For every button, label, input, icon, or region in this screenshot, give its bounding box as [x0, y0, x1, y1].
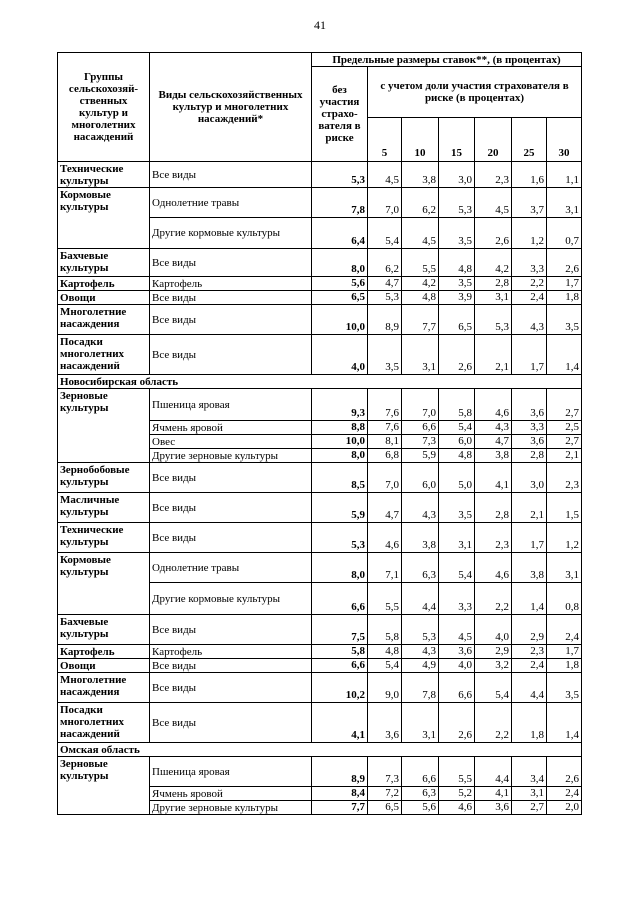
rate-with-share: 4,6 [368, 523, 402, 553]
header-share: 20 [475, 118, 512, 162]
rate-with-share: 3,2 [475, 659, 512, 673]
header-groups: Группы сельскохозяй-ственных культур и многолетних насаждений [58, 53, 150, 162]
rate-without-participation: 7,5 [312, 615, 368, 645]
rate-with-share: 6,6 [402, 421, 439, 435]
crop-kind: Другие зерновые культуры [150, 801, 312, 815]
rate-with-share: 3,5 [547, 673, 582, 703]
rate-with-share: 3,5 [439, 277, 475, 291]
rate-with-share: 3,3 [439, 583, 475, 615]
rate-with-share: 2,2 [475, 583, 512, 615]
rate-with-share: 7,6 [368, 421, 402, 435]
rate-with-share: 5,6 [402, 801, 439, 815]
rate-with-share: 7,2 [368, 787, 402, 801]
crop-group: Зерновые культуры [58, 389, 150, 463]
rate-with-share: 5,4 [439, 421, 475, 435]
region-row [58, 743, 582, 757]
rate-with-share: 4,0 [475, 615, 512, 645]
crop-group: Овощи [58, 291, 150, 305]
rate-without-participation: 4,1 [312, 703, 368, 743]
rate-with-share: 1,1 [547, 162, 582, 188]
rate-with-share: 3,1 [512, 787, 547, 801]
rate-without-participation: 8,0 [312, 249, 368, 277]
rate-with-share: 1,8 [512, 703, 547, 743]
rate-with-share: 7,6 [368, 389, 402, 421]
crop-kind: Все виды [150, 162, 312, 188]
rate-with-share: 2,6 [439, 703, 475, 743]
rate-with-share: 9,0 [368, 673, 402, 703]
rate-with-share: 4,7 [368, 493, 402, 523]
page-number: 41 [314, 18, 326, 32]
rate-with-share: 3,6 [475, 801, 512, 815]
crop-group: Посадки многолетних насаждений [58, 335, 150, 375]
rate-with-share: 1,7 [547, 645, 582, 659]
crop-kind: Все виды [150, 659, 312, 673]
rate-with-share: 5,5 [402, 249, 439, 277]
rate-with-share: 6,8 [368, 449, 402, 463]
table-row [58, 615, 582, 645]
crop-group: Картофель [58, 277, 150, 291]
table-row [58, 277, 582, 291]
crop-kind: Другие зерновые культуры [150, 449, 312, 463]
header-share: 30 [547, 118, 582, 162]
crop-kind: Все виды [150, 673, 312, 703]
rate-with-share: 2,0 [547, 801, 582, 815]
rate-with-share: 4,8 [368, 645, 402, 659]
rate-with-share: 1,4 [547, 335, 582, 375]
rate-without-participation: 8,0 [312, 553, 368, 583]
rate-with-share: 1,6 [512, 162, 547, 188]
table-row [58, 673, 582, 703]
rate-with-share: 7,3 [402, 435, 439, 449]
rate-with-share: 2,3 [512, 645, 547, 659]
rate-with-share: 2,6 [547, 249, 582, 277]
rate-with-share: 1,2 [512, 218, 547, 249]
rate-with-share: 3,1 [402, 335, 439, 375]
rate-with-share: 4,7 [475, 435, 512, 449]
rate-with-share: 7,1 [368, 553, 402, 583]
crop-group: Кормовые культуры [58, 188, 150, 249]
crop-kind: Все виды [150, 523, 312, 553]
rate-with-share: 0,8 [547, 583, 582, 615]
table-row [58, 659, 582, 673]
table-row [58, 335, 582, 375]
rate-with-share: 3,0 [439, 162, 475, 188]
rate-with-share: 6,2 [402, 188, 439, 218]
rate-with-share: 3,1 [547, 553, 582, 583]
rate-with-share: 7,0 [368, 188, 402, 218]
rate-with-share: 5,4 [368, 659, 402, 673]
rate-without-participation: 8,9 [312, 757, 368, 787]
rate-with-share: 3,5 [368, 335, 402, 375]
rate-with-share: 3,5 [439, 218, 475, 249]
table-row [58, 645, 582, 659]
rate-with-share: 0,7 [547, 218, 582, 249]
rate-with-share: 1,4 [547, 703, 582, 743]
crop-kind: Все виды [150, 291, 312, 305]
rate-without-participation: 8,4 [312, 787, 368, 801]
crop-group: Кормовые культуры [58, 553, 150, 615]
rate-with-share: 4,0 [439, 659, 475, 673]
rate-with-share: 3,1 [402, 703, 439, 743]
rate-with-share: 6,5 [439, 305, 475, 335]
rate-with-share: 2,3 [475, 162, 512, 188]
rate-with-share: 2,5 [547, 421, 582, 435]
table-row [58, 703, 582, 743]
rate-with-share: 8,1 [368, 435, 402, 449]
rate-with-share: 4,3 [512, 305, 547, 335]
crop-kind: Все виды [150, 335, 312, 375]
rate-with-share: 3,6 [512, 435, 547, 449]
rate-with-share: 2,7 [547, 389, 582, 421]
rate-with-share: 6,3 [402, 553, 439, 583]
rate-with-share: 7,8 [402, 673, 439, 703]
rate-with-share: 3,8 [512, 553, 547, 583]
rate-with-share: 2,6 [547, 757, 582, 787]
rate-with-share: 2,1 [475, 335, 512, 375]
table-row [58, 249, 582, 277]
rate-with-share: 1,5 [547, 493, 582, 523]
rate-with-share: 4,6 [475, 389, 512, 421]
rate-without-participation: 4,0 [312, 335, 368, 375]
rate-with-share: 6,0 [439, 435, 475, 449]
rate-with-share: 4,2 [402, 277, 439, 291]
rate-with-share: 5,5 [368, 583, 402, 615]
header-max-rates: Предельные размеры ставок**, (в процентах) [312, 53, 582, 67]
rate-with-share: 4,5 [402, 218, 439, 249]
rate-with-share: 3,8 [402, 523, 439, 553]
rate-without-participation: 8,0 [312, 449, 368, 463]
rate-with-share: 2,2 [512, 277, 547, 291]
rate-with-share: 5,3 [402, 615, 439, 645]
rate-with-share: 6,6 [402, 757, 439, 787]
rate-without-participation: 6,5 [312, 291, 368, 305]
table-row [58, 553, 582, 583]
rate-with-share: 5,8 [439, 389, 475, 421]
rate-with-share: 7,7 [402, 305, 439, 335]
rate-with-share: 6,2 [368, 249, 402, 277]
rate-with-share: 3,1 [475, 291, 512, 305]
rate-with-share: 5,4 [439, 553, 475, 583]
rate-without-participation: 5,8 [312, 645, 368, 659]
rate-with-share: 3,6 [439, 645, 475, 659]
rate-with-share: 4,5 [368, 162, 402, 188]
region-name: Омская область [58, 743, 582, 757]
rate-without-participation: 8,5 [312, 463, 368, 493]
rate-with-share: 5,0 [439, 463, 475, 493]
table-row [58, 291, 582, 305]
rate-with-share: 3,5 [439, 493, 475, 523]
table-row [58, 305, 582, 335]
rate-with-share: 2,2 [475, 703, 512, 743]
crop-kind: Все виды [150, 305, 312, 335]
rate-with-share: 2,9 [512, 615, 547, 645]
rate-with-share: 2,4 [547, 615, 582, 645]
rate-with-share: 3,3 [512, 421, 547, 435]
rate-with-share: 4,4 [402, 583, 439, 615]
crop-kind: Ячмень яровой [150, 421, 312, 435]
header-share: 15 [439, 118, 475, 162]
rate-without-participation: 5,3 [312, 162, 368, 188]
rate-with-share: 4,8 [439, 449, 475, 463]
header-share: 5 [368, 118, 402, 162]
rate-without-participation: 6,4 [312, 218, 368, 249]
crop-group: Масличные культуры [58, 493, 150, 523]
crop-group: Зерновые культуры [58, 757, 150, 815]
rate-with-share: 3,6 [512, 389, 547, 421]
rate-with-share: 2,1 [512, 493, 547, 523]
crop-kind: Все виды [150, 493, 312, 523]
crop-kind: Пшеница яровая [150, 757, 312, 787]
header-share: 25 [512, 118, 547, 162]
rate-with-share: 2,8 [475, 277, 512, 291]
rate-with-share: 7,3 [368, 757, 402, 787]
rate-with-share: 1,4 [512, 583, 547, 615]
rate-with-share: 2,6 [475, 218, 512, 249]
rate-without-participation: 5,3 [312, 523, 368, 553]
crop-group: Картофель [58, 645, 150, 659]
rate-with-share: 2,3 [547, 463, 582, 493]
rate-with-share: 5,4 [368, 218, 402, 249]
crop-kind: Овес [150, 435, 312, 449]
rate-without-participation: 5,6 [312, 277, 368, 291]
crop-kind: Картофель [150, 645, 312, 659]
rate-without-participation: 6,6 [312, 659, 368, 673]
rate-with-share: 4,8 [402, 291, 439, 305]
rate-with-share: 2,7 [547, 435, 582, 449]
rate-with-share: 2,4 [512, 291, 547, 305]
crop-kind: Другие кормовые культуры [150, 218, 312, 249]
rate-with-share: 2,3 [475, 523, 512, 553]
crop-kind: Все виды [150, 249, 312, 277]
table-row [58, 188, 582, 218]
rate-with-share: 4,4 [475, 757, 512, 787]
header-share: 10 [402, 118, 439, 162]
rate-with-share: 3,4 [512, 757, 547, 787]
rate-with-share: 5,9 [402, 449, 439, 463]
rate-with-share: 3,5 [547, 305, 582, 335]
rate-without-participation: 10,2 [312, 673, 368, 703]
crop-group: Посадки многолетних насаждений [58, 703, 150, 743]
region-name: Новосибирская область [58, 375, 582, 389]
rate-without-participation: 6,6 [312, 583, 368, 615]
rate-with-share: 3,8 [475, 449, 512, 463]
rate-with-share: 3,1 [547, 188, 582, 218]
rate-with-share: 4,7 [368, 277, 402, 291]
rate-with-share: 1,7 [512, 523, 547, 553]
rate-with-share: 3,9 [439, 291, 475, 305]
rate-with-share: 4,8 [439, 249, 475, 277]
rate-with-share: 1,7 [512, 335, 547, 375]
crop-kind: Пшеница яровая [150, 389, 312, 421]
rate-with-share: 2,8 [512, 449, 547, 463]
rate-with-share: 5,2 [439, 787, 475, 801]
table-row [58, 463, 582, 493]
rate-without-participation: 7,8 [312, 188, 368, 218]
rate-with-share: 3,8 [402, 162, 439, 188]
rate-without-participation: 10,0 [312, 435, 368, 449]
crop-kind: Другие кормовые культуры [150, 583, 312, 615]
crop-kind: Картофель [150, 277, 312, 291]
rate-with-share: 4,9 [402, 659, 439, 673]
rate-with-share: 3,0 [512, 463, 547, 493]
table-row [58, 389, 582, 421]
crop-kind: Однолетние травы [150, 553, 312, 583]
rate-with-share: 4,3 [475, 421, 512, 435]
crop-kind: Все виды [150, 463, 312, 493]
rate-with-share: 6,3 [402, 787, 439, 801]
rate-without-participation: 5,9 [312, 493, 368, 523]
rate-without-participation: 8,8 [312, 421, 368, 435]
rate-without-participation: 7,7 [312, 801, 368, 815]
crop-kind: Все виды [150, 703, 312, 743]
rate-with-share: 7,0 [368, 463, 402, 493]
crop-group: Овощи [58, 659, 150, 673]
table-row [58, 162, 582, 188]
rate-with-share: 2,6 [439, 335, 475, 375]
rate-with-share: 4,3 [402, 645, 439, 659]
crop-kind: Однолетние травы [150, 188, 312, 218]
rate-with-share: 2,8 [475, 493, 512, 523]
rate-with-share: 4,1 [475, 787, 512, 801]
rate-with-share: 1,8 [547, 659, 582, 673]
rate-with-share: 1,2 [547, 523, 582, 553]
header-types: Виды сельскохозяйственных культур и многолетних насаждений* [150, 53, 312, 162]
rate-with-share: 5,5 [439, 757, 475, 787]
rate-with-share: 2,9 [475, 645, 512, 659]
crop-group: Бахчевые культуры [58, 615, 150, 645]
rate-with-share: 4,6 [439, 801, 475, 815]
header-without-participation: без участия страхо-вателя в риске [312, 67, 368, 162]
rate-with-share: 8,9 [368, 305, 402, 335]
table-row [58, 757, 582, 787]
rate-with-share: 5,3 [475, 305, 512, 335]
rate-with-share: 3,3 [512, 249, 547, 277]
rate-with-share: 4,6 [475, 553, 512, 583]
rate-without-participation: 9,3 [312, 389, 368, 421]
crop-group: Технические культуры [58, 523, 150, 553]
crop-group: Зернобобовые культуры [58, 463, 150, 493]
rate-with-share: 4,5 [475, 188, 512, 218]
rate-with-share: 5,8 [368, 615, 402, 645]
rate-with-share: 2,4 [547, 787, 582, 801]
rate-with-share: 7,0 [402, 389, 439, 421]
rate-with-share: 4,5 [439, 615, 475, 645]
rate-with-share: 1,7 [547, 277, 582, 291]
rate-with-share: 5,4 [475, 673, 512, 703]
insurance-rates-table [57, 52, 582, 815]
rate-with-share: 3,6 [368, 703, 402, 743]
rate-with-share: 2,4 [512, 659, 547, 673]
rate-with-share: 5,3 [439, 188, 475, 218]
rate-with-share: 2,7 [512, 801, 547, 815]
rate-with-share: 1,8 [547, 291, 582, 305]
rate-with-share: 4,4 [512, 673, 547, 703]
rate-with-share: 4,2 [475, 249, 512, 277]
rate-with-share: 5,3 [368, 291, 402, 305]
table-row [58, 523, 582, 553]
rate-with-share: 2,1 [547, 449, 582, 463]
header-with-share: с учетом доли участия страхователя в риске (в процентах) [368, 67, 582, 118]
rate-with-share: 4,3 [402, 493, 439, 523]
rate-with-share: 6,5 [368, 801, 402, 815]
region-row [58, 375, 582, 389]
rate-with-share: 6,0 [402, 463, 439, 493]
crop-group: Многолетние насаждения [58, 673, 150, 703]
crop-kind: Все виды [150, 615, 312, 645]
rate-without-participation: 10,0 [312, 305, 368, 335]
rate-with-share: 3,1 [439, 523, 475, 553]
rate-with-share: 6,6 [439, 673, 475, 703]
crop-kind: Ячмень яровой [150, 787, 312, 801]
crop-group: Многолетние насаждения [58, 305, 150, 335]
rate-with-share: 4,1 [475, 463, 512, 493]
table-row [58, 493, 582, 523]
rate-with-share: 3,7 [512, 188, 547, 218]
crop-group: Технические культуры [58, 162, 150, 188]
crop-group: Бахчевые культуры [58, 249, 150, 277]
